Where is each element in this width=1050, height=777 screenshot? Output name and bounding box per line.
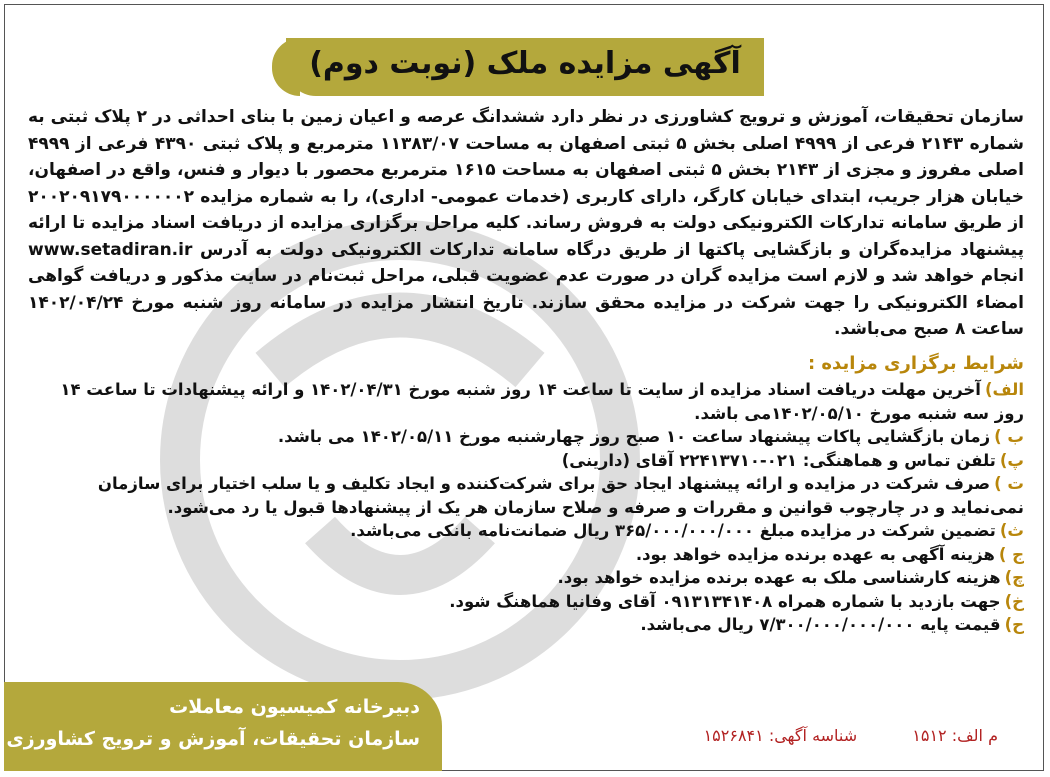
conditions-title: شرایط برگزاری مزایده :: [807, 353, 1024, 374]
footer-line2: سازمان تحقیقات، آموزش و ترویج کشاورزی: [6, 728, 420, 750]
ad-title: آگهی مزایده ملک (نوبت دوم): [309, 46, 741, 81]
condition-item: ب )زمان بازگشایی پاکات پیشنهاد ساعت ۱۰ صبح روز چهارشنبه مورخ ۱۴۰۲/۰۵/۱۱ می باشد.: [277, 427, 1024, 446]
conditions-list: [28, 378, 1024, 637]
condition-item: الف)آخرین مهلت دریافت اسناد مزایده از سایت تا ساعت ۱۴ روز شنبه مورخ ۱۴۰۲/۰۴/۳۱ و ارائه پیشنهادات تا ساعت ۱۴ روز سه شنبه مورخ ۱۴۰۲/۰۵/۱۰می باشد.: [60, 380, 1024, 423]
ad-code: م الف: ۱۵۱۲: [912, 726, 998, 745]
condition-item: ت )صرف شرکت در مزایده و ارائه پیشنهاد ایجاد حق برای شرکت‌کننده و ایجاد تکلیف و یا سلب اختیار برای سازمان نمی‌نماید و در چارچوب قوانین و مقررات و صرفه و صلاح سازمان هر یک از پیشنهادها قبول یا رد می‌شود.: [97, 474, 1024, 517]
ad-id: شناسه آگهی: ۱۵۲۶۸۴۱: [703, 726, 858, 745]
condition-item: خ)جهت بازدید با شماره همراه ۰۹۱۳۱۳۴۱۴۰۸ آقای وفانیا هماهنگ شود.: [449, 591, 1024, 611]
organization-name: سازمان تحقیقات، آموزش و ترویج کشاورزی: [653, 107, 1025, 127]
footer-line1: دبیرخانه کمیسیون معاملات: [169, 696, 420, 718]
condition-item: ث)تضمین شرکت در مزایده مبلغ ۳۶۵/۰۰۰/۰۰۰/۰۰۰ ریال ضمانت‌نامه بانکی می‌باشد.: [350, 521, 1024, 540]
footer-meta: [654, 726, 998, 745]
condition-item: ح)قیمت پایه ۷/۳۰۰/۰۰۰/۰۰۰/۰۰۰ ریال می‌باشد.: [640, 615, 1024, 634]
condition-item: پ)تلفن تماس و هماهنگی: ۰۲۱-۲۲۴۱۳۷۱۰ آقای (دارینی): [561, 450, 1024, 470]
body-paragraph: در نظر دارد ششدانگ عرصه و اعیان زمین با بنای احداثی در ۲ پلاک ثبتی به شماره ۲۱۴۳ فرعی از ۴۹۹۹ اصلی بخش ۵ ثبتی اصفهان به مساحت ۱۱۳۸۳/۰۷ مترمربع و پلاک ثبتی ۴۳۹۰ فرعی از ۴۹۹۹ اصلی مفروز و مجزی از ۲۱۴۳ بخش ۵ ثبتی اصفهان به مساحت ۱۶۱۵ مترمربع محصور با دیوار و فنس، واقع در اصفهان، خیابان هزار جریب، ابتدای خیابان کارگر، دارای کاربری (خدمات عمومی- اداری)، را به شماره مزایده ۲۰۰۲۰۹۱۷۹۰۰۰۰۰۰۲ از طریق سامانه تدارکات الکترونیکی دولت به فروش رساند. کلیه مراحل برگزاری مزایده از دریافت اسناد مزایده تا ارائه پیشنهاد مزایده‌گران و بازگشایی پاکتها از طریق درگاه سامانه تدارکات الکترونیکی دولت به آدرس www.setadiran.ir انجام خواهد شد و لازم است مزایده گران در صورت عدم عضویت قبلی، مراحل ثبت‌نام در سایت مذکور و دریافت گواهی امضاء الکترونیکی را جهت شرکت در مزایده محقق سازند. تاریخ انتشار مزایده در سامانه روز شنبه مورخ ۱۴۰۲/۰۴/۲۴ ساعت ۸ صبح می‌باشد.: [28, 107, 1024, 339]
condition-item: ج )هزینه آگهی به عهده برنده مزایده خواهد بود.: [635, 544, 1024, 564]
condition-item: چ)هزینه کارشناسی ملک به عهده برنده مزایده خواهد بود.: [557, 568, 1024, 587]
title-banner: [286, 38, 764, 96]
footer-signature-box: [4, 682, 442, 771]
ad-body: [28, 104, 1024, 343]
